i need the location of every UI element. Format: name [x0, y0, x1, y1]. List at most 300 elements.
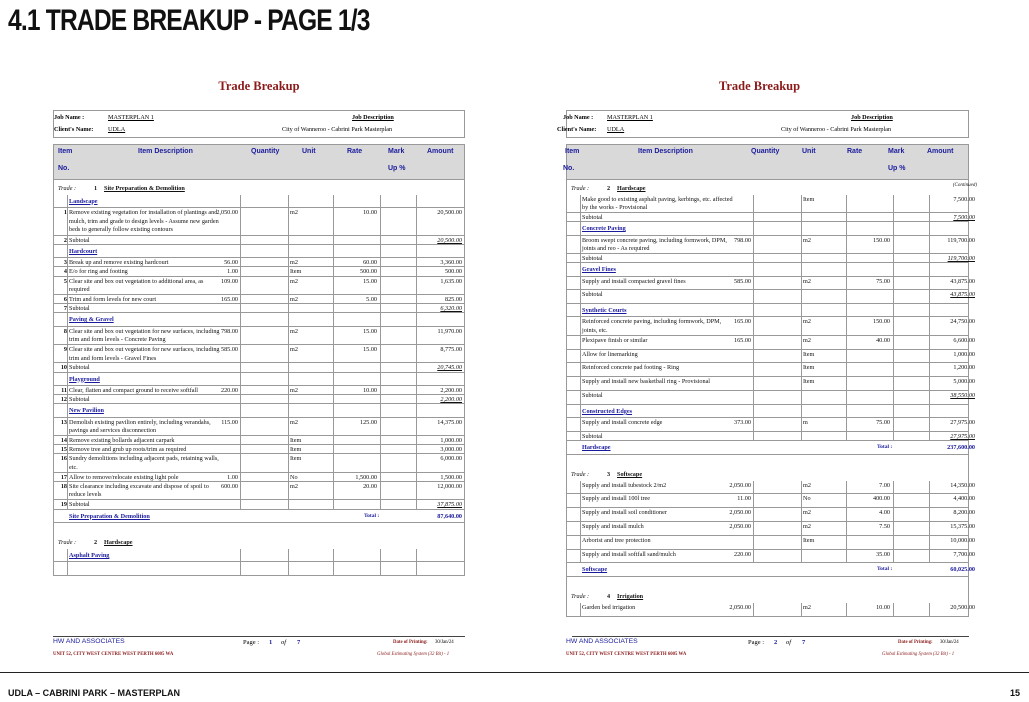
table-row [566, 508, 975, 522]
item-unit: m2 [803, 481, 811, 489]
total-label: Total : [364, 512, 380, 519]
item-number: 5 [63, 277, 67, 285]
column-header [563, 144, 969, 180]
item-amount: 11,970.00 [437, 327, 462, 335]
item-rate: 5.00 [366, 295, 377, 303]
item-unit: Item [290, 268, 302, 276]
table-row [53, 208, 465, 236]
item-rate: 60.00 [363, 259, 377, 267]
gap-row [566, 577, 969, 588]
item-number: 1 [63, 209, 67, 217]
item-amount: 119,700.00 [947, 236, 975, 244]
system-name: Global Estimating System (32 Bit) - 1 [882, 652, 955, 657]
item-quantity: 798.00 [733, 236, 751, 244]
item-amount: 3,000.00 [440, 446, 462, 454]
subtotal-label: Subtotal [582, 255, 603, 263]
item-description: Supply and install concrete edge [582, 419, 663, 427]
item-quantity: 11.00 [737, 495, 751, 503]
trade-label: Trade : [58, 539, 77, 547]
item-description: Supply and install softfall sand/mulch [582, 550, 676, 558]
section-heading: Playground [69, 375, 100, 383]
item-unit: m2 [290, 327, 298, 335]
item-quantity: 373.00 [733, 419, 751, 427]
trade-total-name: Site Preparation & Demolition [69, 512, 150, 520]
item-amount: 24,750.00 [950, 318, 975, 326]
subtotal-label: Subtotal [582, 214, 603, 222]
subtotal-row [53, 500, 465, 509]
job-desc-label: Job Description [352, 114, 394, 121]
subtotal-amount: 38,550.00 [950, 392, 975, 400]
item-unit: m2 [290, 482, 298, 490]
item-amount: 20,500.00 [437, 209, 462, 217]
page-of: of [786, 639, 792, 646]
col-unit: Unit [302, 148, 316, 155]
company-address: UNIT 52, CITY WEST CENTRE WEST PERTH 6005 WA [566, 652, 687, 657]
item-number: 3 [63, 259, 67, 267]
subtotal-label: Subtotal [582, 291, 603, 299]
col-rate: Rate [847, 148, 863, 155]
report-page-1 [53, 76, 465, 664]
section-heading: Synthetic Courts [582, 307, 627, 315]
item-number: 16 [60, 455, 67, 463]
item-unit: m2 [803, 318, 811, 326]
job-description: City of Wanneroo - Cabrini Park Masterplan [282, 126, 393, 133]
item-description: Trim and form levels for new court [69, 295, 157, 303]
item-unit: m2 [290, 418, 298, 426]
trade-table [53, 180, 465, 576]
subtotal-amount: 27,975.00 [950, 432, 975, 440]
subtotal-row [566, 213, 975, 222]
item-rate: 7.00 [879, 481, 890, 489]
page-label: Page : [243, 639, 260, 646]
print-date: 30/Jan/24 [435, 640, 454, 645]
trade-name: Hardscape [617, 185, 646, 192]
item-quantity: 115.00 [221, 418, 238, 426]
table-row [566, 536, 975, 550]
table-row [53, 295, 465, 304]
col-quantity: Quantity [251, 148, 280, 155]
gap-row [566, 455, 969, 466]
client-name: UDLA [108, 126, 126, 133]
item-unit: m2 [803, 277, 811, 285]
item-quantity: 1.00 [227, 268, 238, 276]
trade-total-amount: 60,025.00 [950, 566, 975, 574]
subtotal-row [566, 391, 975, 405]
subtotal-amount: 37,875.00 [437, 501, 462, 509]
subtotal-label: Subtotal [69, 364, 90, 372]
item-description: Allow for linemarking [582, 350, 638, 358]
item-rate: 1,500.00 [355, 473, 377, 481]
job-info-box [557, 110, 969, 138]
col-rate: Rate [347, 148, 363, 155]
item-unit: No [290, 473, 298, 481]
item-unit: Item [290, 455, 302, 463]
page-title: 4.1 TRADE BREAKUP - PAGE 1/3 [8, 4, 370, 37]
item-unit: m2 [290, 209, 298, 217]
col-description: Item Description [638, 148, 693, 155]
item-rate: 10.00 [363, 386, 377, 394]
item-amount: 10,000.00 [950, 536, 975, 544]
trade-row [566, 588, 969, 603]
table-row [566, 377, 975, 391]
section-heading: Concrete Paving [582, 225, 626, 233]
table-row [53, 436, 465, 445]
item-quantity: 2,050.00 [729, 509, 751, 517]
item-quantity: 600.00 [220, 482, 238, 490]
item-unit: m2 [803, 336, 811, 344]
item-amount: 4,400.00 [953, 495, 975, 503]
item-description: Supply and install mulch [582, 523, 644, 531]
item-amount: 2,200.00 [440, 386, 462, 394]
item-description: Plexipave finish or similar [582, 336, 648, 344]
item-quantity: 165.00 [733, 318, 751, 326]
section-row [566, 263, 969, 276]
section-row [566, 405, 969, 418]
table-row [566, 418, 975, 432]
table-row [53, 277, 465, 295]
subtotal-amount: 2,200.00 [440, 396, 462, 404]
item-unit: Item [290, 446, 302, 454]
trade-name: Softscape [617, 470, 643, 478]
section-heading: Constructed Edges [582, 407, 633, 415]
item-amount: 8,775.00 [440, 346, 462, 354]
item-unit: m2 [803, 236, 811, 244]
col-amount: Amount [927, 148, 954, 155]
col-item: Item [565, 148, 580, 155]
report-title: Trade Breakup [718, 79, 801, 93]
item-description: Reinforced concrete paving, including formwork, DPM, joints, etc. [582, 318, 722, 334]
trade-row [566, 180, 977, 195]
item-amount: 1,000.00 [440, 437, 462, 445]
item-number: 18 [60, 482, 67, 490]
total-label: Total : [877, 566, 893, 573]
system-name: Global Estimating System (32 Bit) - 1 [377, 652, 450, 657]
subtotal-amount: 119,700.00 [947, 255, 975, 263]
table-row [53, 267, 465, 276]
section-row [53, 313, 465, 326]
item-number: 10 [60, 364, 67, 372]
section-row [53, 245, 465, 258]
item-unit: Item [803, 195, 815, 203]
item-amount: 7,500.00 [953, 195, 975, 203]
item-description: Remove tree and grub up roots/trim as required [69, 446, 187, 454]
company-name: HW AND ASSOCIATES [566, 638, 638, 645]
item-description: Remove existing vegetation for installation of plantings and mulch, trim and grade to design levels - Assume new garden beds to generally follow existing contours [69, 209, 219, 234]
report-title: Trade Breakup [218, 79, 300, 93]
item-number: 4 [63, 268, 67, 276]
item-amount: 14,375.00 [437, 418, 462, 426]
subtotal-label: Subtotal [69, 396, 90, 404]
item-quantity: 1.00 [227, 473, 238, 481]
subtotal-amount: 43,875.00 [950, 291, 975, 299]
job-name-label: Job Name : [54, 114, 85, 121]
blank-row [53, 562, 465, 576]
item-quantity: 2,050.00 [729, 523, 751, 531]
trade-label: Trade : [571, 185, 590, 192]
footer-divider [0, 672, 1029, 673]
page-of: of [281, 639, 287, 646]
total-row [566, 563, 975, 577]
job-desc-label: Job Description [851, 114, 893, 121]
item-amount: 14,350.00 [950, 481, 975, 489]
item-rate: 4.00 [879, 509, 890, 517]
trade-total-amount: 237,600.00 [947, 444, 975, 452]
item-description: Supply and install compacted gravel fines [582, 277, 686, 285]
trade-row [53, 534, 465, 549]
item-description: Allow to remove/relocate existing light pole [69, 473, 179, 481]
item-rate: 20.00 [363, 482, 377, 490]
trade-name: Irrigation [617, 593, 644, 601]
trade-row [566, 466, 969, 481]
table-row [566, 494, 975, 508]
table-row [566, 522, 975, 536]
item-description: Arborist and tree protection [582, 536, 651, 544]
trade-name: Site Preparation & Demolition [104, 185, 185, 192]
item-number: 17 [60, 473, 67, 481]
section-row [53, 373, 465, 386]
item-rate: 15.00 [363, 327, 377, 335]
table-row [53, 482, 465, 500]
item-amount: 8,200.00 [953, 509, 975, 517]
item-number: 8 [63, 327, 67, 335]
item-quantity: 585.00 [733, 277, 751, 285]
subtotal-row [53, 236, 465, 245]
item-number: 2 [63, 236, 67, 244]
item-amount: 20,500.00 [950, 604, 975, 612]
client-name: UDLA [607, 126, 625, 133]
job-name-label: Job Name : [563, 114, 594, 121]
item-unit: Item [803, 350, 815, 358]
subtotal-row [53, 363, 465, 372]
company-address: UNIT 52, CITY WEST CENTRE WEST PERTH 6005 WA [53, 652, 174, 657]
item-amount: 1,000.00 [953, 350, 975, 358]
item-amount: 1,200.00 [953, 364, 975, 372]
item-description: Supply and install new basketball ring - Provisional [582, 378, 711, 386]
subtotal-row [53, 395, 465, 404]
item-rate: 150.00 [872, 318, 890, 326]
item-amount: 1,500.00 [440, 473, 462, 481]
item-amount: 43,875.00 [950, 277, 975, 285]
table-row [566, 236, 975, 254]
continued-note: (Continued) [952, 183, 977, 188]
job-info-box [53, 110, 465, 138]
total-row [566, 441, 975, 455]
item-number: 19 [60, 501, 67, 509]
print-date: 30/Jan/24 [940, 640, 959, 645]
item-description: Supply and install soil conditioner [582, 509, 667, 517]
section-row [53, 404, 465, 417]
col-amount: Amount [427, 148, 454, 155]
item-unit: Item [803, 378, 815, 386]
col-item: Item [58, 148, 73, 155]
item-number: 7 [63, 305, 67, 313]
item-amount: 7,700.00 [953, 550, 975, 558]
table-row [53, 345, 465, 363]
table-row [53, 445, 465, 454]
item-quantity: 165.00 [220, 295, 238, 303]
col-no: No. [563, 165, 575, 172]
item-rate: 400.00 [872, 495, 890, 503]
item-rate: 15.00 [363, 346, 377, 354]
trade-label: Trade : [571, 593, 590, 601]
subtotal-label: Subtotal [69, 501, 90, 509]
trade-number: 2 [94, 539, 98, 547]
section-row [566, 222, 969, 235]
item-rate: 35.00 [876, 550, 890, 558]
subtotal-row [566, 290, 975, 304]
item-description: Sundry demolitions including adjacent pads, retaining walls, etc. [69, 455, 219, 471]
item-number: 9 [63, 346, 67, 354]
col-unit: Unit [802, 148, 816, 155]
subtotal-amount: 6,320.00 [440, 305, 462, 313]
subtotal-label: Subtotal [69, 305, 90, 313]
item-amount: 3,360.00 [440, 259, 462, 267]
trade-number: 2 [607, 185, 611, 192]
table-row [566, 195, 975, 213]
item-amount: 12,000.00 [437, 482, 462, 490]
job-name: MASTERPLAN 1 [607, 114, 653, 121]
col-description: Item Description [138, 148, 193, 155]
item-quantity: 165.00 [733, 336, 751, 344]
table-row [566, 363, 975, 377]
table-row [566, 336, 975, 350]
item-amount: 15,375.00 [950, 523, 975, 531]
item-description: Clear site and box out vegetation to additional area, as required [69, 277, 204, 294]
page-total: 7 [297, 639, 301, 646]
table-row [566, 603, 975, 617]
trade-label: Trade : [58, 185, 77, 192]
trade-number: 1 [94, 185, 98, 192]
item-amount: 6,000.00 [440, 455, 462, 463]
table-row [566, 550, 975, 564]
page-current: 2 [774, 639, 778, 646]
item-unit: Item [803, 536, 815, 544]
section-heading: New Pavilion [69, 407, 104, 415]
trade-total-amount: 87,640.00 [437, 512, 462, 520]
table-row [566, 481, 975, 495]
col-mark: Mark [888, 148, 905, 155]
item-number: 6 [63, 295, 67, 303]
gap-row [53, 523, 465, 534]
item-amount: 500.00 [444, 268, 462, 276]
item-unit: m2 [803, 523, 811, 531]
item-description: Reinforced concrete pad footing - Ring [582, 364, 680, 372]
item-description: Supply and install tubestock 2/m2 [582, 481, 667, 489]
column-header [53, 144, 465, 180]
trade-row [53, 180, 465, 195]
item-rate: 15.00 [363, 277, 377, 285]
item-description: Supply and install 100l tree [582, 495, 651, 503]
item-description: Clear site and box out vegetation for new surfaces, including trim and form levels - Gravel Fines [69, 346, 220, 362]
item-amount: 1,635.00 [440, 277, 462, 285]
item-number: 11 [61, 386, 67, 394]
date-label: Date of Printing: [393, 640, 428, 645]
col-up: Up % [888, 165, 906, 172]
item-unit: m2 [803, 509, 811, 517]
item-quantity: 2,050.00 [729, 481, 751, 489]
col-no: No. [58, 165, 70, 172]
item-quantity: 220.00 [733, 550, 751, 558]
item-amount: 6,600.00 [953, 336, 975, 344]
item-description: Make good to existing asphalt paving, kerbings, etc. affected by the works - Provisional [582, 195, 733, 212]
footer-page-number: 15 [1009, 688, 1020, 698]
job-name: MASTERPLAN 1 [108, 114, 154, 121]
page-current: 1 [269, 639, 273, 646]
item-rate: 10.00 [876, 604, 890, 612]
item-unit: m2 [290, 346, 298, 354]
trade-total-name: Hardscape [582, 444, 611, 452]
item-unit: m2 [290, 259, 298, 267]
trade-label: Trade : [571, 470, 590, 478]
item-unit: m2 [803, 604, 811, 612]
table-row [566, 350, 975, 364]
item-amount: 825.00 [444, 295, 462, 303]
item-rate: 7.50 [879, 523, 890, 531]
subtotal-amount: 20,500.00 [437, 236, 462, 244]
section-heading: Paving & Gravel [69, 316, 114, 324]
total-row [53, 510, 465, 524]
trade-name: Hardscape [104, 539, 133, 547]
item-number: 13 [60, 418, 67, 426]
item-quantity: 585.00 [220, 346, 238, 354]
item-unit: m2 [290, 295, 298, 303]
table-row [53, 258, 465, 267]
date-label: Date of Printing: [898, 640, 933, 645]
client-label: Client's Name: [54, 126, 94, 133]
item-description: Clear site and box out vegetation for new surfaces, including trim and form levels - Concrete Paving [69, 327, 220, 344]
item-description: Site clearance including excavate and dispose of spoil to reduce levels [69, 482, 209, 499]
item-rate: 125.00 [359, 418, 377, 426]
item-rate: 10.00 [363, 209, 377, 217]
item-rate: 40.00 [876, 336, 890, 344]
subtotal-row [566, 254, 975, 263]
table-row [53, 386, 465, 395]
section-row [566, 304, 969, 317]
table-row [566, 277, 975, 291]
item-description: E/o for ring and footing [69, 268, 128, 276]
item-description: Broom swept concrete paving, including formwork, DPM, joints and reo - As required [582, 236, 727, 253]
subtotal-amount: 7,500.00 [953, 214, 975, 222]
item-unit: Item [290, 437, 302, 445]
item-rate: 500.00 [359, 268, 377, 276]
item-quantity: 109.00 [220, 277, 238, 285]
item-quantity: 220.00 [220, 386, 238, 394]
section-heading: Hardcourt [69, 247, 98, 255]
table-row [53, 454, 465, 472]
col-quantity: Quantity [751, 148, 780, 155]
item-amount: 27,975.00 [950, 419, 975, 427]
item-description: Garden bed irrigation [582, 604, 636, 612]
table-row [53, 418, 465, 436]
item-quantity: 798.00 [220, 327, 238, 335]
section-heading: Gravel Fines [582, 266, 616, 274]
section-heading: Landscape [69, 197, 98, 205]
item-description: Break up and remove existing hardcourt [69, 259, 169, 267]
section-heading: Asphalt Paving [69, 552, 110, 560]
total-label: Total : [877, 444, 893, 451]
table-row [53, 327, 465, 345]
subtotal-label: Subtotal [69, 236, 90, 244]
item-number: 12 [60, 396, 67, 404]
item-rate: 75.00 [876, 419, 890, 427]
footer-project: UDLA – CABRINI PARK – MASTERPLAN [8, 688, 181, 698]
item-quantity: 2,050.00 [729, 604, 751, 612]
item-quantity: 56.00 [224, 259, 238, 267]
trade-number: 3 [607, 470, 611, 478]
trade-table [566, 180, 977, 617]
item-description: Demolish existing pavilion entirely, including verandahs, pavings and services disconnection [69, 418, 211, 435]
item-unit: m2 [290, 386, 298, 394]
